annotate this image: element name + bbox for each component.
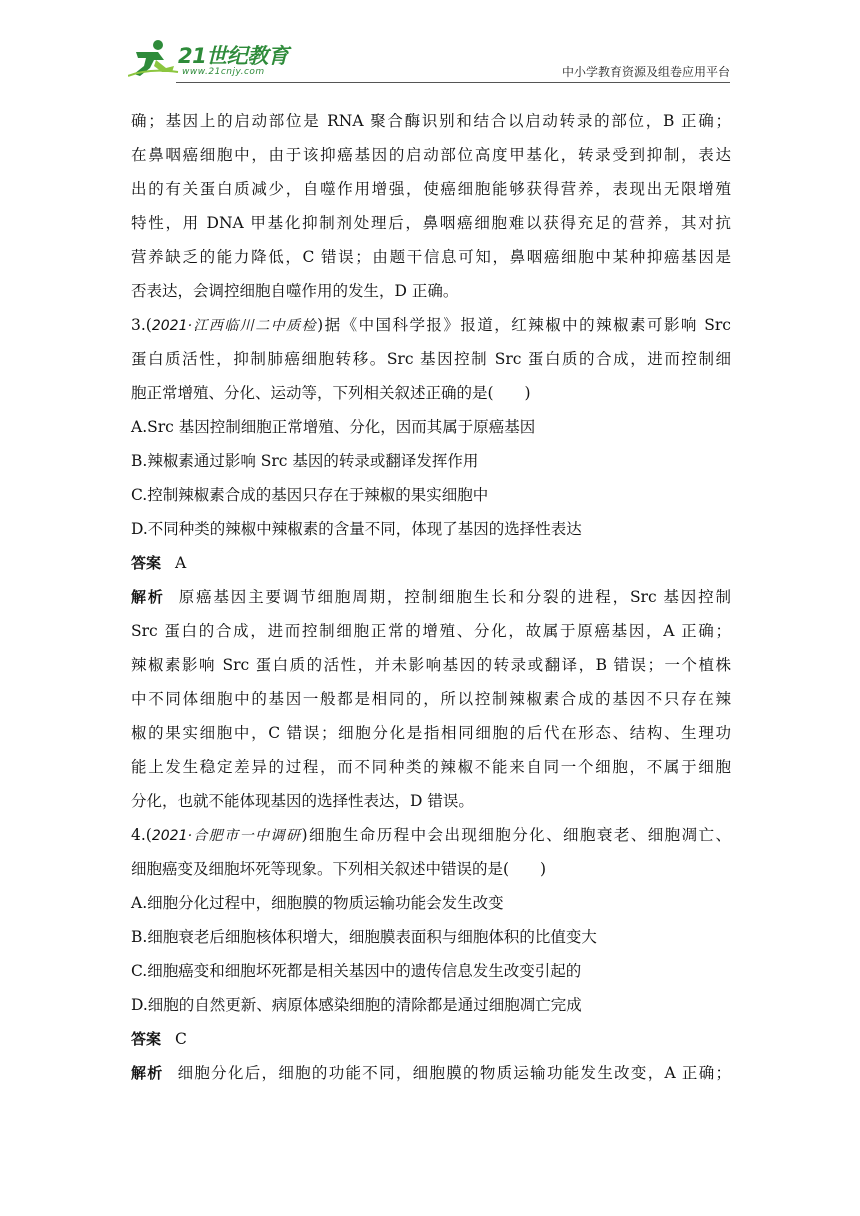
analysis-line: 分化，也就不能体现基因的选择性表达，D 错误。 bbox=[131, 792, 474, 810]
document-body bbox=[131, 104, 731, 1090]
q2-analysis-continuation bbox=[131, 104, 731, 308]
question-stem-line bbox=[131, 818, 731, 852]
answer-label: 答案 bbox=[131, 1030, 162, 1048]
analysis-line: Src 蛋白的合成，进而控制细胞正常的增殖、分化，故属于原癌基因，A 正确； bbox=[131, 622, 731, 640]
analysis-label: 解析 bbox=[131, 1064, 164, 1082]
option-a: A.细胞分化过程中，细胞膜的物质运输功能会发生改变 bbox=[131, 894, 504, 912]
option-d: D.不同种类的辣椒中辣椒素的含量不同，体现了基因的选择性表达 bbox=[131, 520, 582, 538]
logo bbox=[128, 36, 298, 82]
page-header bbox=[128, 36, 730, 84]
text-line: 否表达，会调控细胞自噬作用的发生，D 正确。 bbox=[131, 282, 459, 300]
answer-line bbox=[131, 546, 731, 580]
analysis-line: 辣椒素影响 Src 蛋白质的活性，并未影响基因的转录或翻译，B 错误；一个植株 bbox=[131, 656, 731, 674]
analysis-text: 原癌基因主要调节细胞周期，控制细胞生长和分裂的进程，Src 基因控制 bbox=[178, 588, 731, 606]
question-source: 2021·江西临川二中质检 bbox=[151, 318, 318, 334]
option-c: C.控制辣椒素合成的基因只存在于辣椒的果实细胞中 bbox=[131, 486, 489, 504]
answer-line bbox=[131, 1022, 731, 1056]
answer-value: A bbox=[175, 554, 187, 572]
analysis-line bbox=[131, 1056, 731, 1090]
question-number: 3.( bbox=[131, 316, 152, 334]
analysis-line: 椒的果实细胞中，C 错误；细胞分化是指相同细胞的后代在形态、结构、生理功 bbox=[131, 724, 731, 742]
text-line: 在鼻咽癌细胞中，由于该抑癌基因的启动部位高度甲基化，转录受到抑制，表达 bbox=[131, 146, 731, 164]
question-stem-text: )据《中国科学报》报道，红辣椒中的辣椒素可影响 Src bbox=[317, 316, 731, 334]
analysis-label: 解析 bbox=[131, 588, 165, 606]
answer-label: 答案 bbox=[131, 554, 162, 572]
question-3 bbox=[131, 308, 731, 818]
question-stem-line bbox=[131, 308, 731, 342]
logo-url: www.21cnjy.com bbox=[182, 67, 265, 77]
question-source: 2021·合肥市一中调研 bbox=[151, 828, 302, 844]
option-d: D.细胞的自然更新、病原体感染细胞的清除都是通过细胞凋亡完成 bbox=[131, 996, 582, 1014]
option-a: A.Src 基因控制细胞正常增殖、分化，因而其属于原癌基因 bbox=[131, 418, 536, 436]
option-c: C.细胞癌变和细胞坏死都是相关基因中的遗传信息发生改变引起的 bbox=[131, 962, 582, 980]
option-b: B.细胞衰老后细胞核体积增大，细胞膜表面积与细胞体积的比值变大 bbox=[131, 928, 597, 946]
analysis-line bbox=[131, 580, 731, 614]
answer-value: C bbox=[175, 1030, 187, 1048]
text-line: 营养缺乏的能力降低，C 错误；由题干信息可知，鼻咽癌细胞中某种抑癌基因是 bbox=[131, 248, 731, 266]
text-line: 特性，用 DNA 甲基化抑制剂处理后，鼻咽癌细胞难以获得充足的营养，其对抗 bbox=[131, 214, 731, 232]
question-4 bbox=[131, 818, 731, 1090]
question-stem-line: 蛋白质活性，抑制肺癌细胞转移。Src 基因控制 Src 蛋白质的合成，进而控制细 bbox=[131, 350, 731, 368]
logo-text: 21世纪教育 bbox=[178, 44, 289, 68]
runner-logo-icon bbox=[128, 38, 180, 78]
question-number: 4.( bbox=[131, 826, 152, 844]
analysis-line: 中不同体细胞中的基因一般都是相同的，所以控制辣椒素合成的基因不只存在辣 bbox=[131, 690, 731, 708]
text-line: 确；基因上的启动部位是 RNA 聚合酶识别和结合以启动转录的部位，B 正确； bbox=[131, 112, 731, 130]
question-stem-text: )细胞生命历程中会出现细胞分化、细胞衰老、细胞凋亡、 bbox=[301, 826, 731, 844]
analysis-text: 细胞分化后，细胞的功能不同，细胞膜的物质运输功能发生改变，A 正确； bbox=[177, 1064, 731, 1082]
platform-text: 中小学教育资源及组卷应用平台 bbox=[561, 65, 730, 79]
analysis-line: 能上发生稳定差异的过程，而不同种类的辣椒不能来自同一个细胞，不属于细胞 bbox=[131, 758, 731, 776]
question-stem-line: 细胞癌变及细胞坏死等现象。下列相关叙述中错误的是( ) bbox=[131, 860, 547, 878]
question-stem-line: 胞正常增殖、分化、运动等，下列相关叙述正确的是( ) bbox=[131, 384, 531, 402]
header-divider bbox=[176, 82, 730, 83]
text-line: 出的有关蛋白质减少，自噬作用增强，使癌细胞能够获得营养，表现出无限增殖 bbox=[131, 180, 731, 198]
option-b: B.辣椒素通过影响 Src 基因的转录或翻译发挥作用 bbox=[131, 452, 479, 470]
